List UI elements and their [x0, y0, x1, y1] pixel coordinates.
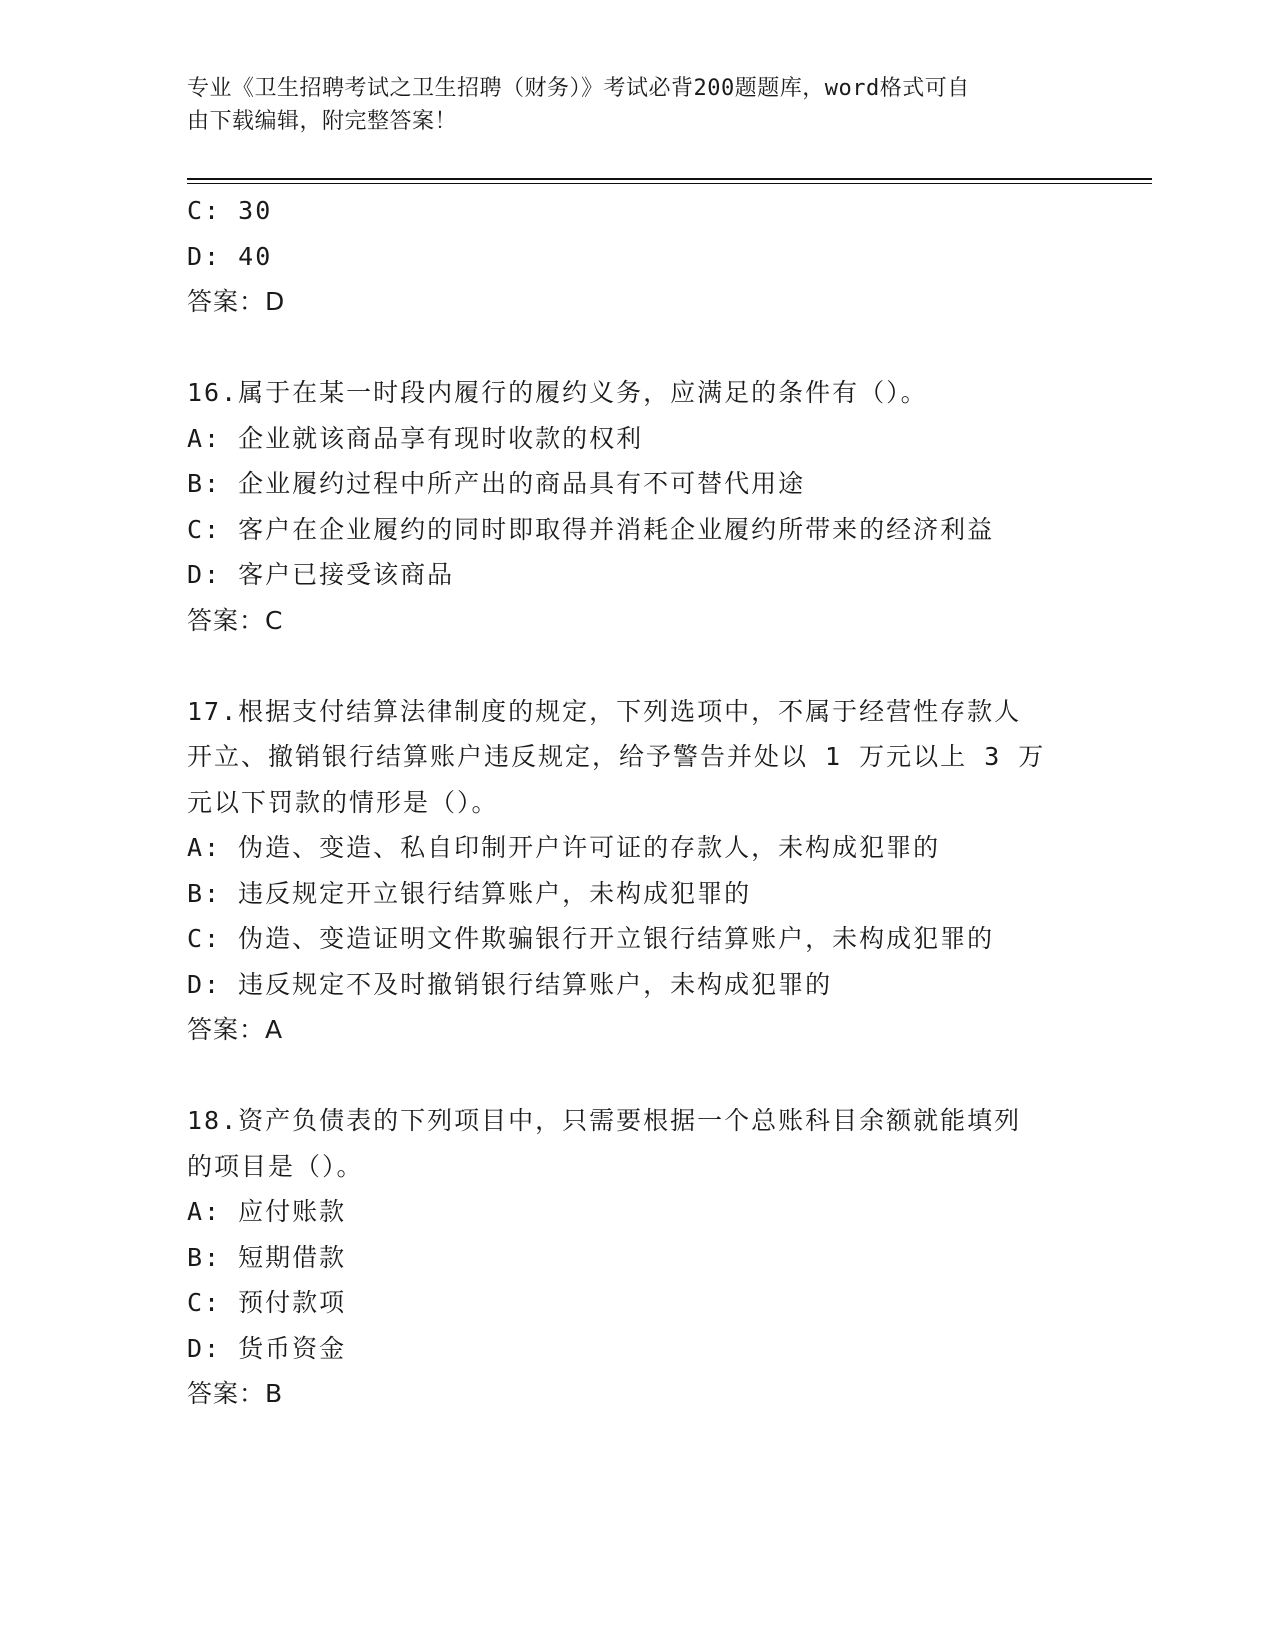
spacer	[187, 643, 1087, 689]
question-text: 开立、撤销银行结算账户违反规定，给予警告并处以 1 万元以上 3 万	[187, 742, 1046, 771]
option-d: D: 40	[187, 241, 273, 271]
option-c: C: 预付款项	[187, 1288, 347, 1317]
option-c: C: 客户在企业履约的同时即取得并消耗企业履约所带来的经济利益	[187, 514, 995, 544]
question-text: 元以下罚款的情形是（）。	[187, 787, 499, 817]
option-d: D: 违反规定不及时撤销银行结算账户，未构成犯罪的	[187, 969, 833, 999]
carry-over-block	[187, 188, 1087, 325]
answer-line: 答案：A	[187, 1015, 284, 1044]
question-17	[187, 689, 1087, 1053]
option-d: D: 货币资金	[187, 1333, 347, 1363]
answer-line: 答案：B	[187, 1379, 284, 1408]
question-18	[187, 1098, 1087, 1417]
question-text: 18.资产负债表的下列项目中，只需要根据一个总账科目余额就能填列	[187, 1106, 1022, 1135]
header-line-1: 专业《卫生招聘考试之卫生招聘（财务）》考试必背200题题库，word格式可自	[187, 76, 970, 101]
answer-line: 答案：D	[187, 287, 286, 316]
answer-line: 答案：C	[187, 605, 284, 635]
option-a: A: 企业就该商品享有现时收款的权利	[187, 423, 644, 453]
option-b: B: 短期借款	[187, 1242, 347, 1272]
question-text: 16.属于在某一时段内履行的履约义务，应满足的条件有（）。	[187, 378, 928, 407]
header-rule-thin	[187, 183, 1152, 184]
option-a: A: 伪造、变造、私自印制开户许可证的存款人，未构成犯罪的	[187, 833, 941, 862]
question-text: 17.根据支付结算法律制度的规定，下列选项中，不属于经营性存款人	[187, 696, 1022, 726]
header-line-2: 由下载编辑，附完整答案！	[187, 109, 458, 134]
option-c: C: 伪造、变造证明文件欺骗银行开立银行结算账户，未构成犯罪的	[187, 924, 995, 953]
spacer	[187, 1053, 1087, 1099]
header-rule-thick	[187, 178, 1152, 180]
question-content	[187, 188, 1087, 1417]
option-d: D: 客户已接受该商品	[187, 560, 455, 589]
option-c: C: 30	[187, 196, 273, 225]
question-text: 的项目是（）。	[187, 1151, 364, 1181]
option-b: B: 企业履约过程中所产出的商品具有不可替代用途	[187, 469, 806, 498]
question-16	[187, 370, 1087, 643]
option-a: A: 应付账款	[187, 1197, 347, 1226]
spacer	[187, 325, 1087, 371]
option-b: B: 违反规定开立银行结算账户，未构成犯罪的	[187, 878, 752, 908]
document-header	[187, 72, 1067, 138]
